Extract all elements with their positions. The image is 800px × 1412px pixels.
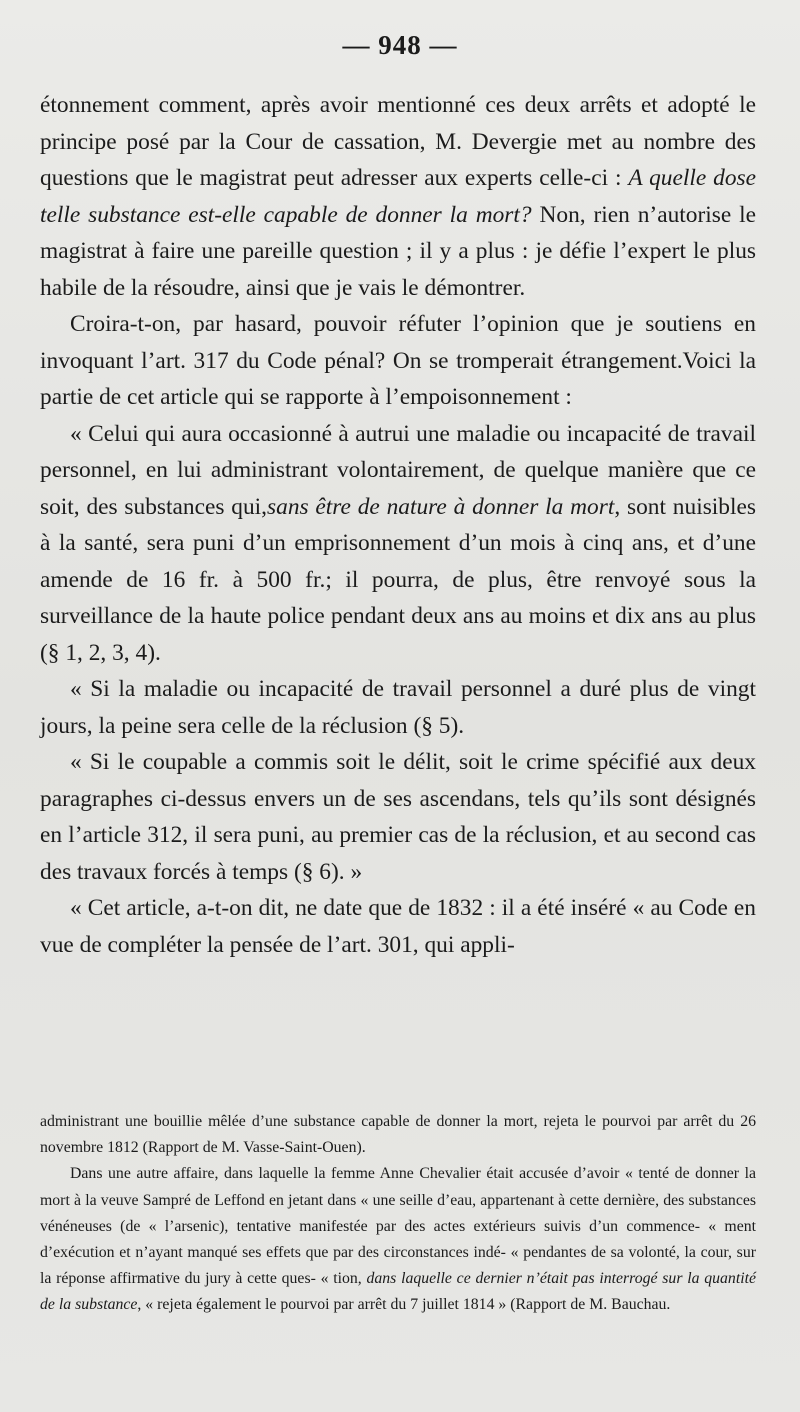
paragraph-1-text-b: Non, rien n’autorise le magistrat à faire une pareille question ; il y a plus : je défie l’expert le plus habile de la résoudre, ainsi que je vais le démontrer. [40,201,756,301]
footnote-2-italic: dans laquelle ce dernier n’était pas interrogé sur la quantité de la substance [40,1270,757,1314]
footnote-2-text-b: , « rejeta également le pourvoi par arrêt du 7 juillet 1814 » (Rapport de M. Bauchau. [137,1296,671,1314]
paragraph-3-text-a: « Celui qui aura occasionné à autrui une maladie ou incapacité de travail personnel, en lui administrant volontairement, de quelque manière que ce soit, des substances qui, [40,420,756,520]
paragraph-1 [40,87,756,306]
paragraph-2: Croira-t-on, par hasard, pouvoir réfuter l’opinion que je soutiens en invoquant l’art. 317 du Code pénal? On se tromperait étrangement.Voici la partie de cet article qui se rapporte à l’empoisonnement : [40,311,756,410]
footnote-2 [40,1161,756,1318]
paragraph-5: « Si le coupable a commis soit le délit, soit le crime spécifié aux deux paragraphes ci-dessus envers un de ses ascendans, tels qu’ils sont désignés en l’article 312, il sera puni, au premier cas de la réclusion, et au second cas des travaux forcés à temps (§ 6). » [40,749,756,885]
paragraph-4: « Si la maladie ou incapacité de travail personnel a duré plus de vingt jours, la peine sera celle de la réclusion (§ 5). [40,676,756,739]
paragraph-3-italic: sans être de nature à donner la mort [267,493,615,520]
footnote-2-text-a: Dans une autre affaire, dans laquelle la femme Anne Chevalier était accusée d’avoir « tenté de donner la mort à la veuve Sampré de Leffond en jetant dans « une seille d’eau, appartenant à cette dernière, des substances vénéneuses (de « l’arsenic), tentative manifestée par des actes extérieurs suivis d’un commence- « ment d’exécution et n’ayant manqué ses effets que par des circonstances indé- « pendantes de sa volonté, la cour, sur la réponse affirmative du jury à cette ques- « tion, [40,1165,756,1288]
paragraph-1-italic: A quelle dose telle substance est-elle capable de donner la mort? [40,165,757,228]
paragraph-3-text-b: , sont nuisibles à la santé, sera puni d’un emprisonnement d’un mois à cinq ans, et d’une amende de 16 fr. à 500 fr.; il pourra, de plus, être renvoyé sous la surveillance de la haute police pendant deux ans au moins et dix ans au plus (§ 1, 2, 3, 4). [40,493,756,666]
main-text [40,87,756,963]
footnote-1: administrant une bouillie mêlée d’une substance capable de donner la mort, rejeta le pourvoi par arrêt du 26 novembre 1812 (Rapport de M. Vasse-Saint-Ouen). [40,1113,756,1157]
page-number: — 948 — [342,30,458,60]
footnotes [40,1109,756,1319]
paragraph-1-text-a: étonnement comment, après avoir mentionné ces deux arrêts et adopté le principe posé par la Cour de cassation, M. Devergie met au nombre des questions que le magistrat peut adresser aux experts celle-ci : [40,92,756,191]
paragraph-3 [40,416,756,672]
paragraph-6: « Cet article, a-t-on dit, ne date que de 1832 : il a été inséré « au Code en vue de compléter la pensée de l’art. 301, qui appli- [40,895,756,958]
